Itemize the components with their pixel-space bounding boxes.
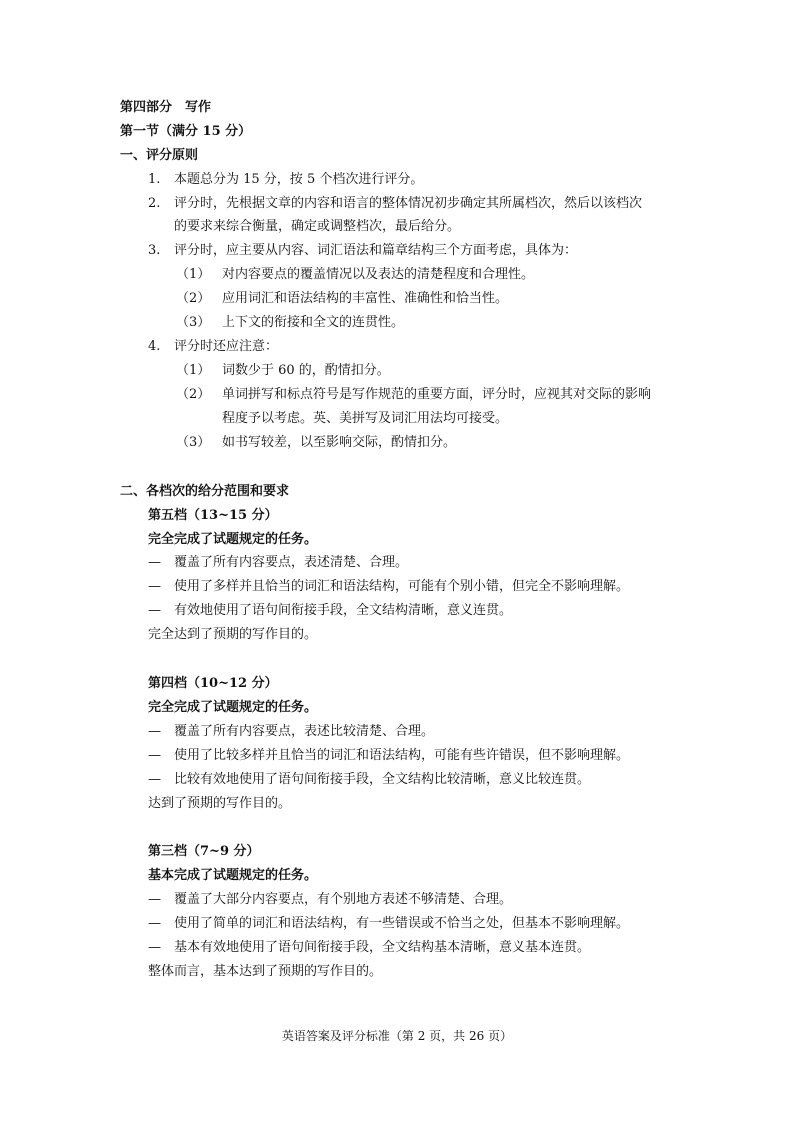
principle-item-2-continued: 的要求来综合衡量，确定或调整档次，最后给分。: [174, 219, 461, 234]
page-footer: 英语答案及评分标准（第 2 页，共 26 页）: [281, 1029, 513, 1043]
grade4-summary: 完全完成了试题规定的任务。: [148, 700, 318, 715]
part-title: 第四部分 写作: [120, 100, 212, 115]
sub-text: 如书写较差，以至影响交际，酌情扣分。: [222, 435, 457, 450]
sub-text: 单词拼写和标点符号是写作规范的重要方面，评分时，应视其对交际的影响: [222, 387, 652, 402]
principle-4-sub-3: [176, 434, 456, 452]
grade5-summary: 完全完成了试题规定的任务。: [148, 532, 318, 547]
sub-text: 应用词汇和语法结构的丰富性、准确性和恰当性。: [222, 291, 509, 306]
grades-heading: 二、各档次的给分范围和要求: [120, 484, 290, 499]
grade3-point-2: — 使用了简单的词汇和语法结构，有一些错误或不恰当之处，但基本不影响理解。: [148, 916, 630, 931]
grade3-point-3: — 基本有效地使用了语句间衔接手段，全文结构基本清晰，意义基本连贯。: [148, 940, 591, 955]
item-text: 评分时，先根据文章的内容和语言的整体情况初步确定其所属档次，然后以该档次: [174, 196, 643, 211]
principle-3-sub-1: [176, 266, 534, 284]
sub-number: （3）: [176, 435, 211, 450]
grade5-conclusion: 完全达到了预期的写作目的。: [148, 627, 318, 642]
item-number: 3.: [148, 243, 161, 258]
sub-text: 上下文的衔接和全文的连贯性。: [222, 315, 405, 330]
sub-number: （2）: [176, 387, 211, 402]
item-text: 本题总分为 15 分，按 5 个档次进行评分。: [174, 172, 424, 187]
grade5-point-1: — 覆盖了所有内容要点，表述清楚、合理。: [148, 555, 409, 570]
grade5-title: 第五档（13~15 分）: [148, 508, 278, 523]
principle-item-2: [148, 195, 642, 213]
principles-heading: 一、评分原则: [120, 148, 199, 163]
item-number: 4.: [148, 339, 161, 354]
item-number: 1.: [148, 172, 161, 187]
grade3-conclusion: 整体而言，基本达到了预期的写作目的。: [148, 964, 383, 979]
sub-number: （1）: [176, 267, 211, 282]
sub-number: （1）: [176, 363, 211, 378]
grade4-point-3: — 比较有效地使用了语句间衔接手段，全文结构比较清晰，意义比较连贯。: [148, 772, 591, 787]
grade4-point-1: — 覆盖了所有内容要点，表述比较清楚、合理。: [148, 724, 435, 739]
item-number: 2.: [148, 196, 161, 211]
principle-4-sub-1: [176, 362, 390, 380]
principle-4-sub-2: [176, 386, 651, 404]
grade4-conclusion: 达到了预期的写作目的。: [148, 796, 292, 811]
grade4-point-2: — 使用了比较多样并且恰当的词汇和语法结构，可能有些许错误，但不影响理解。: [148, 748, 630, 763]
item-text: 评分时还应注意：: [174, 339, 279, 354]
section-title: 第一节（满分 15 分）: [120, 124, 252, 139]
sub-text: 词数少于 60 的，酌情扣分。: [222, 363, 390, 378]
principle-item-1: [148, 171, 423, 189]
grade3-title: 第三档（7~9 分）: [148, 844, 260, 859]
sub-number: （2）: [176, 291, 211, 306]
grade3-summary: 基本完成了试题规定的任务。: [148, 868, 318, 883]
sub-text: 对内容要点的覆盖情况以及表达的清楚程度和合理性。: [222, 267, 535, 282]
principle-4-sub-2-continued: 程度予以考虑。英、美拼写及词汇用法均可接受。: [222, 411, 509, 426]
grade4-title: 第四档（10~12 分）: [148, 676, 278, 691]
grade3-point-1: — 覆盖了大部分内容要点，有个别地方表述不够清楚、合理。: [148, 892, 513, 907]
principle-item-4: [148, 338, 278, 356]
sub-number: （3）: [176, 315, 211, 330]
principle-3-sub-3: [176, 314, 404, 332]
principle-3-sub-2: [176, 290, 508, 308]
principle-item-3: [148, 242, 577, 260]
item-text: 评分时，应主要从内容、词汇语法和篇章结构三个方面考虑，具体为：: [174, 243, 578, 258]
grade5-point-3: — 有效地使用了语句间衔接手段，全文结构清晰，意义连贯。: [148, 603, 513, 618]
grade5-point-2: — 使用了多样并且恰当的词汇和语法结构，可能有个别小错，但完全不影响理解。: [148, 579, 630, 594]
